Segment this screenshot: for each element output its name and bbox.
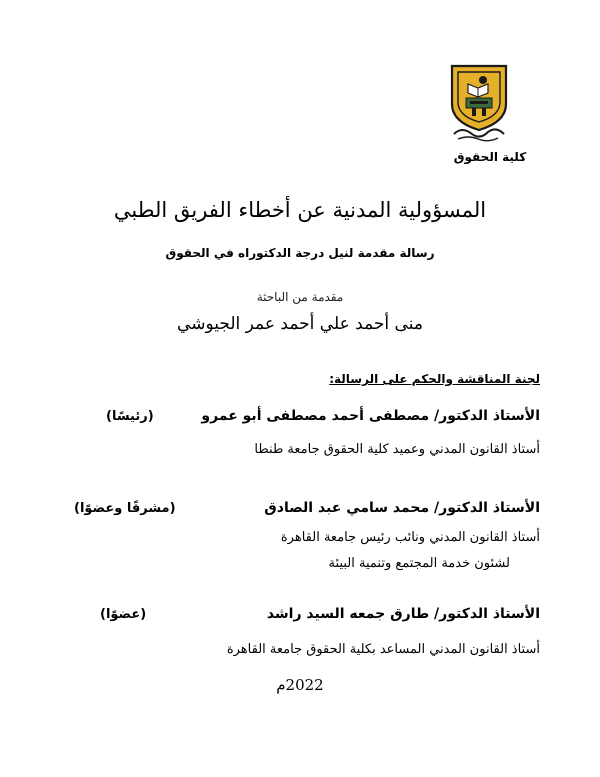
university-crest-icon <box>448 60 510 142</box>
committee-heading: لجنة المناقشة والحكم على الرسالة: <box>329 372 540 386</box>
thesis-year: 2022م <box>276 676 324 694</box>
researcher-name: منى أحمد علي أحمد عمر الجيوشي <box>177 314 423 334</box>
member-description: أستاذ القانون المدني المساعد بكلية الحقوق جامعة القاهرة <box>226 642 540 657</box>
member-name: الأستاذ الدكتور/ محمد سامي عبد الصادق <box>264 500 540 516</box>
member-description: أستاذ القانون المدني وعميد كلية الحقوق جامعة طنطا <box>254 442 540 457</box>
member-role: (عضوًا) <box>100 607 147 622</box>
faculty-name: كلية الحقوق <box>453 150 527 164</box>
member-description: أستاذ القانون المدني ونائب رئيس جامعة القاهرة <box>280 530 540 545</box>
university-logo <box>448 60 510 142</box>
member-role: (مشرفًا وعضوًا) <box>74 501 176 516</box>
thesis-title: المسؤولية المدنية عن أخطاء الفريق الطبي <box>113 198 487 222</box>
thesis-subtitle: رسالة مقدمة لنيل درجة الدكتوراه في الحقوق <box>165 246 435 260</box>
member-name: الأستاذ الدكتور/ مصطفى أحمد مصطفى أبو عمرو <box>201 408 540 424</box>
presented-by-label: مقدمة من الباحثة <box>256 290 344 304</box>
member-name: الأستاذ الدكتور/ طارق جمعه السيد راشد <box>266 606 540 622</box>
member-description: لشئون خدمة المجتمع وتنمية البيئة <box>328 556 510 571</box>
member-role: (رئيسًا) <box>106 409 154 424</box>
